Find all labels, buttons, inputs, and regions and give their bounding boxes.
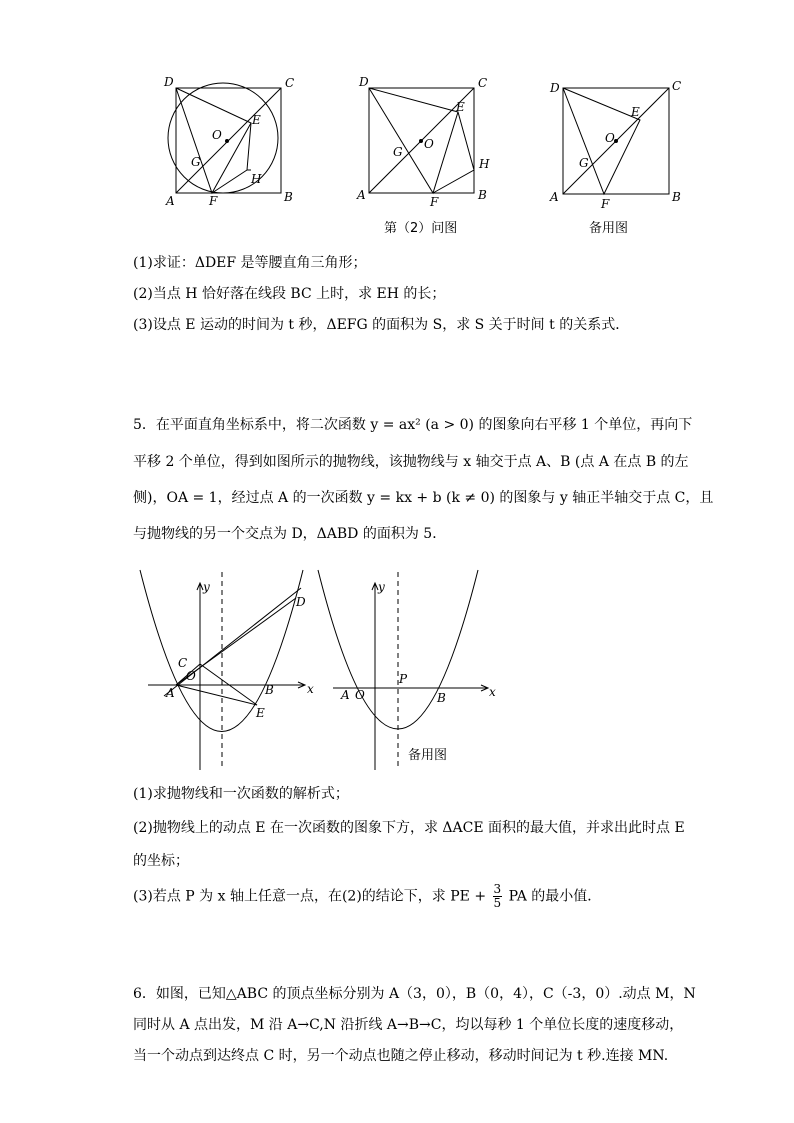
problem6-line1: 6．如图，已知△ABC 的顶点坐标分别为 A（3，0），B（0，4），C（-3，0）.动点 M，N [133, 986, 696, 1002]
fig5r-label-P: P [399, 672, 408, 686]
fig5l-label-C: C [178, 656, 188, 670]
problem5-q2b: 的坐标； [133, 853, 189, 869]
fig5l-label-y: y [203, 580, 210, 594]
fig5r-label-O: O [355, 688, 365, 702]
fig1-label-F: F [209, 194, 218, 208]
fig5l-label-D: D [296, 595, 306, 609]
fig1-label-A: A [166, 194, 175, 208]
problem4-q1: (1)求证：ΔDEF 是等腰直角三角形； [133, 255, 367, 271]
problem5-q3-fraction [493, 883, 503, 910]
fig2-label-D: D [359, 75, 369, 89]
fig1-label-E: E [252, 113, 261, 127]
problem5-line3: 侧)，OA = 1，经过点 A 的一次函数 y = kx + b (k ≠ 0) 的图象与 y 轴正半轴交于点 C，且 [133, 490, 714, 506]
fig2-label-E: E [456, 100, 465, 114]
figure-1 [163, 75, 294, 208]
fig5l-label-B: B [265, 683, 274, 697]
figure-3 [549, 79, 681, 236]
fig1-label-G: G [191, 155, 201, 169]
fig1-label-O: O [212, 128, 222, 142]
figure-5-left [140, 570, 314, 770]
fig3-label-C: C [672, 79, 682, 93]
fig3-label-B: B [672, 190, 681, 204]
fraction-denominator: 5 [493, 896, 502, 910]
problem4-q3: (3)设点 E 运动的时间为 t 秒，ΔEFG 的面积为 S，求 S 关于时间 t 的关系式． [133, 317, 630, 333]
fig3-label-G: G [579, 156, 589, 170]
fig5l-label-O: O [186, 669, 196, 683]
problem5-figures [0, 565, 794, 775]
problem6-line2: 同时从 A 点出发，M 沿 A→C,N 沿折线 A→B→C，均以每秒 1 个单位长度的速度移动， [133, 1017, 684, 1033]
problem5-q3-pre: (3)若点 P 为 x 轴上任意一点，在(2)的结论下，求 PE + [133, 888, 487, 905]
problem5-line1: 5．在平面直角坐标系中，将二次函数 y = ax² (a > 0) 的图象向右平移 1 个单位，再向下 [133, 417, 693, 433]
fig2-label-C: C [478, 76, 488, 90]
fig3-label-F: F [601, 197, 610, 211]
problem6-line3: 当一个动点到达终点 C 时，另一个动点也随之停止移动，移动时间记为 t 秒.连接 MN. [133, 1048, 669, 1064]
fig5r-label-B: B [437, 691, 446, 705]
problem4-figures [0, 60, 794, 240]
fig1-label-B: B [284, 190, 293, 204]
fig5r-caption: 备用图 [408, 748, 448, 763]
figure-2 [356, 75, 490, 236]
problem5-line2: 平移 2 个单位，得到如图所示的抛物线，该抛物线与 x 轴交于点 A、B (点 A 在点 B 的左 [133, 454, 689, 470]
fig2-label-G: G [393, 145, 403, 159]
fig1-label-C: C [285, 76, 295, 90]
fig5r-label-y: y [378, 580, 385, 594]
fig3-label-A: A [550, 190, 559, 204]
fig2-label-B: B [478, 188, 487, 202]
fig1-label-D: D [164, 75, 174, 89]
problem4-q2: (2)当点 H 恰好落在线段 BC 上时，求 EH 的长； [133, 286, 446, 302]
fig1-label-H: H [251, 172, 262, 186]
fig3-caption: 备用图 [589, 221, 629, 236]
fig3-label-O: O [605, 131, 615, 145]
fig5l-label-x: x [307, 682, 314, 696]
problem5-q2a: (2)抛物线上的动点 E 在一次函数的图象下方，求 ΔACE 面积的最大值，并求出此时点 E [133, 820, 685, 836]
fig5r-label-x: x [489, 685, 496, 699]
fig3-label-D: D [550, 81, 560, 95]
fraction-numerator: 3 [493, 882, 502, 896]
fig2-label-F: F [430, 195, 439, 209]
fig2-label-H: H [479, 157, 490, 171]
problem5-q3 [133, 883, 601, 910]
problem5-q3-post: PA 的最小值． [508, 888, 602, 905]
problem5-line4: 与抛物线的另一个交点为 D，ΔABD 的面积为 5． [133, 526, 447, 542]
figure-5-right [318, 570, 496, 770]
fig2-label-A: A [357, 188, 366, 202]
fig5r-label-A: A [341, 688, 350, 702]
problem5-q1: (1)求抛物线和一次函数的解析式； [133, 786, 349, 802]
fig5l-label-A: A [166, 686, 175, 700]
fig5l-label-E: E [256, 706, 265, 720]
fig3-label-E: E [631, 105, 640, 119]
fig2-caption: 第（2）问图 [384, 221, 458, 236]
fig2-label-O: O [424, 137, 434, 151]
